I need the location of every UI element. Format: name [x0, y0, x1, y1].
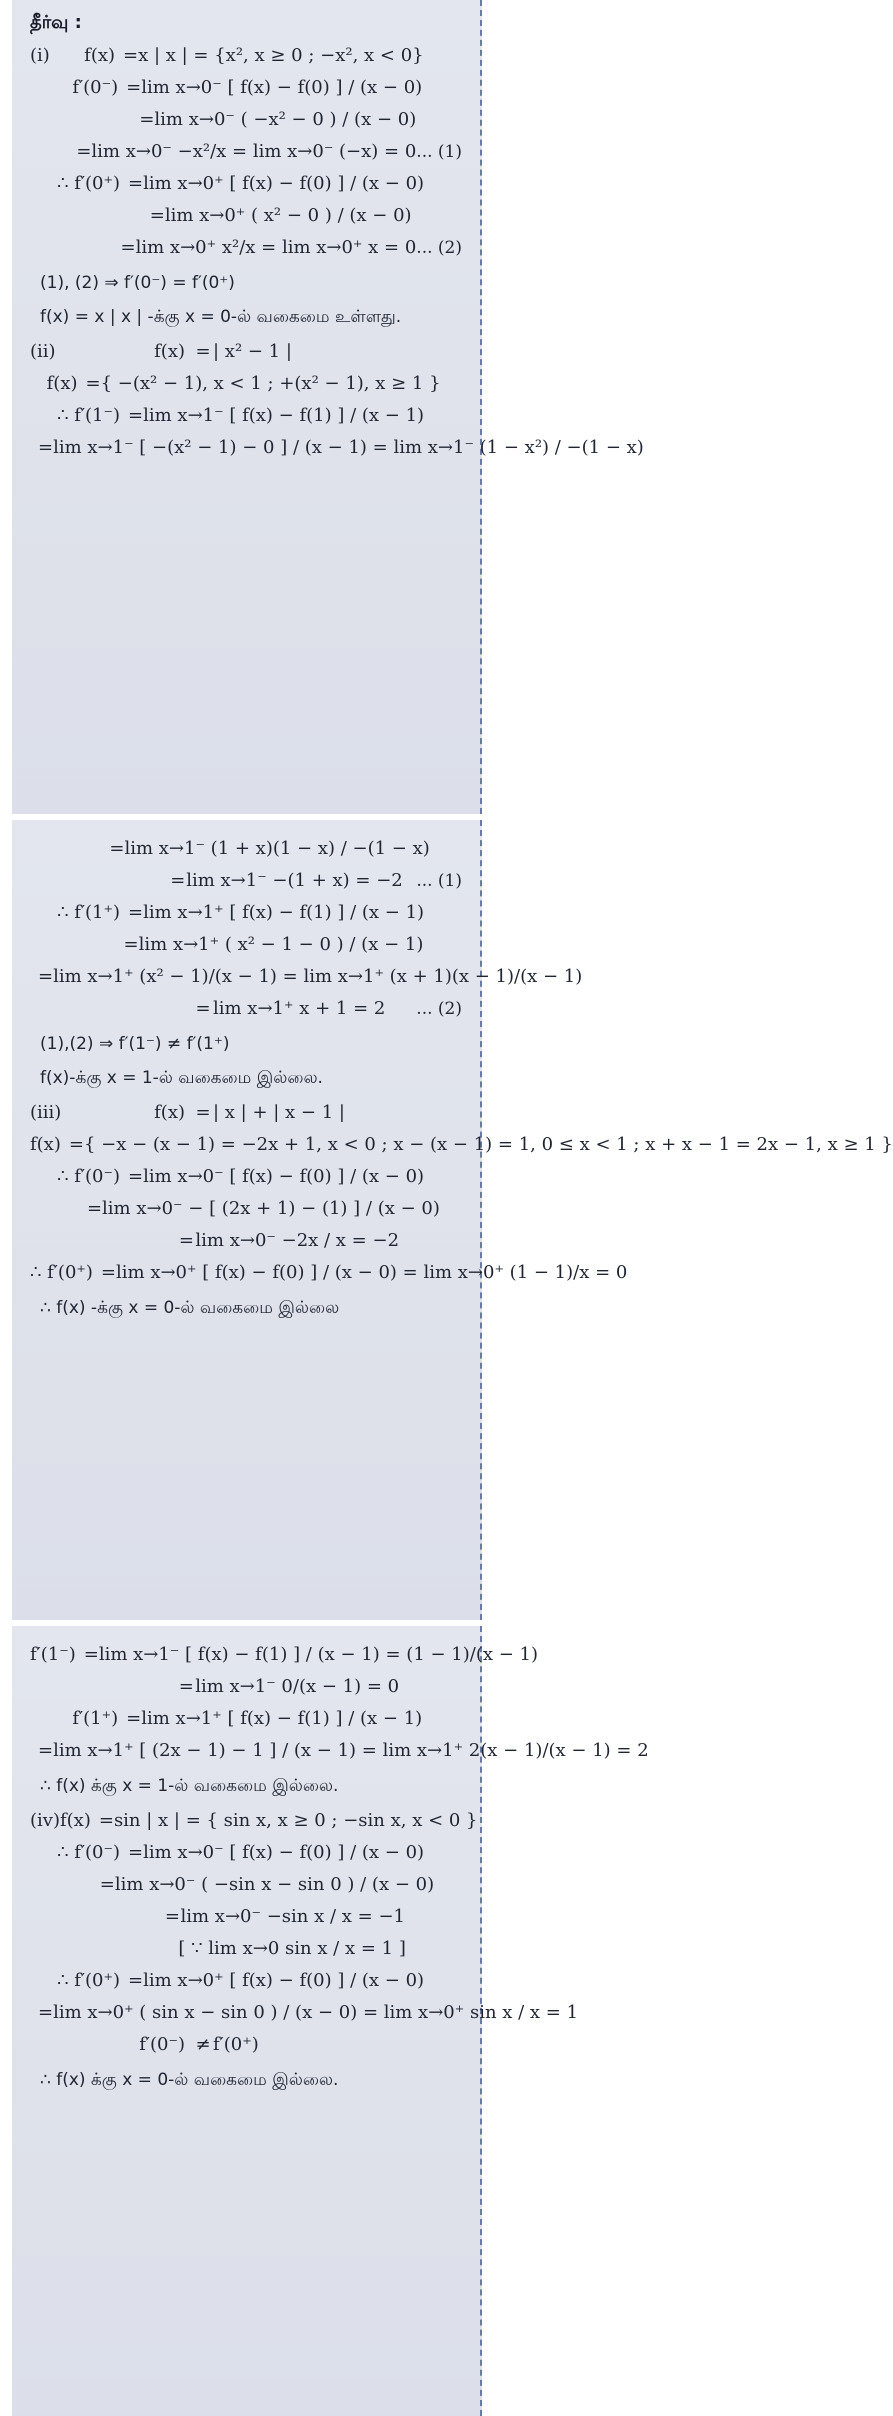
section-ii-conclusion-1: (1),(2) ⇒ f′(1⁻) ≠ f′(1⁺)	[40, 1034, 230, 1054]
section-iii-line-6: ∴ f′(0⁺) = lim x→0⁺ [ f(x) − f(0) ] / (x − 0) = lim x→0⁺ (1 − 1)/x = 0	[30, 1262, 628, 1283]
section-iii-line-8: = lim x→1⁻ 0/(x − 1) = 0	[178, 1676, 400, 1697]
section-ii-line-6: = lim x→1⁻ −(1 + x) = −2 ... (1)	[170, 870, 463, 891]
section-i-label: (i)	[30, 45, 50, 66]
solution-panel-2	[12, 820, 893, 1620]
solution-panel-1	[12, 0, 644, 814]
section-iii-line-9: f′(1⁺) = lim x→1⁺ [ f(x) − f(1) ] / (x − 1)	[72, 1708, 423, 1729]
section-iii-conclusion-2: ∴ f(x) க்கு x = 1-ல் வகைமை இல்லை.	[40, 1776, 339, 1796]
section-iv-line-8: f′(0⁻) ≠ f′(0⁺)	[139, 2034, 259, 2055]
section-iii-line-5: = lim x→0⁻ −2x / x = −2	[178, 1230, 400, 1251]
section-i-line-4: = lim x→0⁻ −x²/x = lim x→0⁻ (−x) = 0 ... (1)	[76, 141, 462, 162]
section-ii-label: (ii)	[30, 341, 56, 362]
section-iii-line-4: = lim x→0⁻ − [ (2x + 1) − (1) ] / (x − 0)	[86, 1198, 440, 1219]
section-ii-line-3: ∴ f′(1⁻) = lim x→1⁻ [ f(x) − f(1) ] / (x − 1)	[57, 405, 425, 426]
section-iii-line-7: f′(1⁻) = lim x→1⁻ [ f(x) − f(1) ] / (x − 1) = (1 − 1)/(x − 1)	[30, 1644, 539, 1665]
heading: தீர்வு :	[30, 12, 82, 33]
section-i-line-5: ∴ f′(0⁺) = lim x→0⁺ [ f(x) − f(0) ] / (x − 0)	[57, 173, 425, 194]
section-ii-line-2: f(x) = { −(x² − 1), x < 1 ; +(x² − 1), x ≥ 1 }	[46, 373, 441, 394]
section-iv-line-3: = lim x→0⁻ ( −sin x − sin 0 ) / (x − 0)	[99, 1874, 435, 1895]
section-iii-line-3: ∴ f′(0⁻) = lim x→0⁻ [ f(x) − f(0) ] / (x − 0)	[57, 1166, 425, 1187]
section-iv-line-2: ∴ f′(0⁻) = lim x→0⁻ [ f(x) − f(0) ] / (x − 0)	[57, 1842, 425, 1863]
section-i-line-3: = lim x→0⁻ ( −x² − 0 ) / (x − 0)	[139, 109, 417, 130]
section-ii-line-10: = lim x→1⁺ x + 1 = 2 ... (2)	[195, 998, 462, 1019]
section-iv-line-7: = lim x→0⁺ ( sin x − sin 0 ) / (x − 0) = lim x→0⁺ sin x / x = 1	[38, 2002, 579, 2023]
section-ii-line-1: (ii) f(x) = | x² − 1 |	[30, 337, 462, 367]
section-ii-conclusion-2: f(x)-க்கு x = 1-ல் வகைமை இல்லை.	[40, 1068, 323, 1088]
solution-panel-3	[12, 1626, 649, 2416]
section-iii-line-2: f(x) = { −x − (x − 1) = −2x + 1, x < 0 ; x − (x − 1) = 1, 0 ≤ x < 1 ; x + x − 1 = 2x − 1, x ≥ 1 }	[30, 1134, 893, 1155]
section-iii-line-10: = lim x→1⁺ [ (2x − 1) − 1 ] / (x − 1) = lim x→1⁺ 2(x − 1)/(x − 1) = 2	[38, 1740, 649, 1761]
section-iv-conclusion-1: ∴ f(x) க்கு x = 0-ல் வகைமை இல்லை.	[40, 2070, 339, 2090]
section-ii-line-4: = lim x→1⁻ [ −(x² − 1) − 0 ] / (x − 1) = lim x→1⁻ (1 − x²) / −(1 − x)	[38, 437, 644, 458]
section-i-line-1: (i) f(x) = x | x | = {x², x ≥ 0 ; −x², x < 0}	[30, 41, 462, 71]
section-i-conclusion-1: (1), (2) ⇒ f′(0⁻) = f′(0⁺)	[40, 273, 235, 293]
section-iii-conclusion-1: ∴ f(x) -க்கு x = 0-ல் வகைமை இல்லை	[40, 1298, 340, 1318]
section-ii-line-7: ∴ f′(1⁺) = lim x→1⁺ [ f(x) − f(1) ] / (x − 1)	[57, 902, 425, 923]
section-i-line-6: = lim x→0⁺ ( x² − 0 ) / (x − 0)	[149, 205, 412, 226]
section-iii-line-1: (iii) f(x) = | x | + | x − 1 |	[30, 1098, 462, 1128]
section-iv-line-1: (iv) f(x) = sin | x | = { sin x, x ≥ 0 ; −sin x, x < 0 }	[30, 1806, 462, 1836]
section-ii-line-5: = lim x→1⁻ (1 + x)(1 − x) / −(1 − x)	[109, 838, 430, 859]
section-iii-label: (iii)	[30, 1102, 62, 1123]
section-iv-line-5: [ ∵ lim x→0 sin x / x = 1 ]	[178, 1938, 406, 1959]
section-i-line-2: f′(0⁻) = lim x→0⁻ [ f(x) − f(0) ] / (x − 0)	[72, 77, 423, 98]
section-ii-line-9: = lim x→1⁺ (x² − 1)/(x − 1) = lim x→1⁺ (x + 1)(x − 1)/(x − 1)	[38, 966, 583, 987]
section-i-conclusion-2: f(x) = x | x | -க்கு x = 0-ல் வகைமை உள்ளது.	[40, 307, 402, 327]
section-ii-line-8: = lim x→1⁺ ( x² − 1 − 0 ) / (x − 1)	[123, 934, 424, 955]
section-iv-line-4: = lim x→0⁻ −sin x / x = −1	[164, 1906, 405, 1927]
section-iv-line-6: ∴ f′(0⁺) = lim x→0⁺ [ f(x) − f(0) ] / (x − 0)	[57, 1970, 425, 1991]
section-iv-label: (iv)	[30, 1810, 60, 1831]
section-i-line-7: = lim x→0⁺ x²/x = lim x→0⁺ x = 0 ... (2)	[120, 237, 462, 258]
